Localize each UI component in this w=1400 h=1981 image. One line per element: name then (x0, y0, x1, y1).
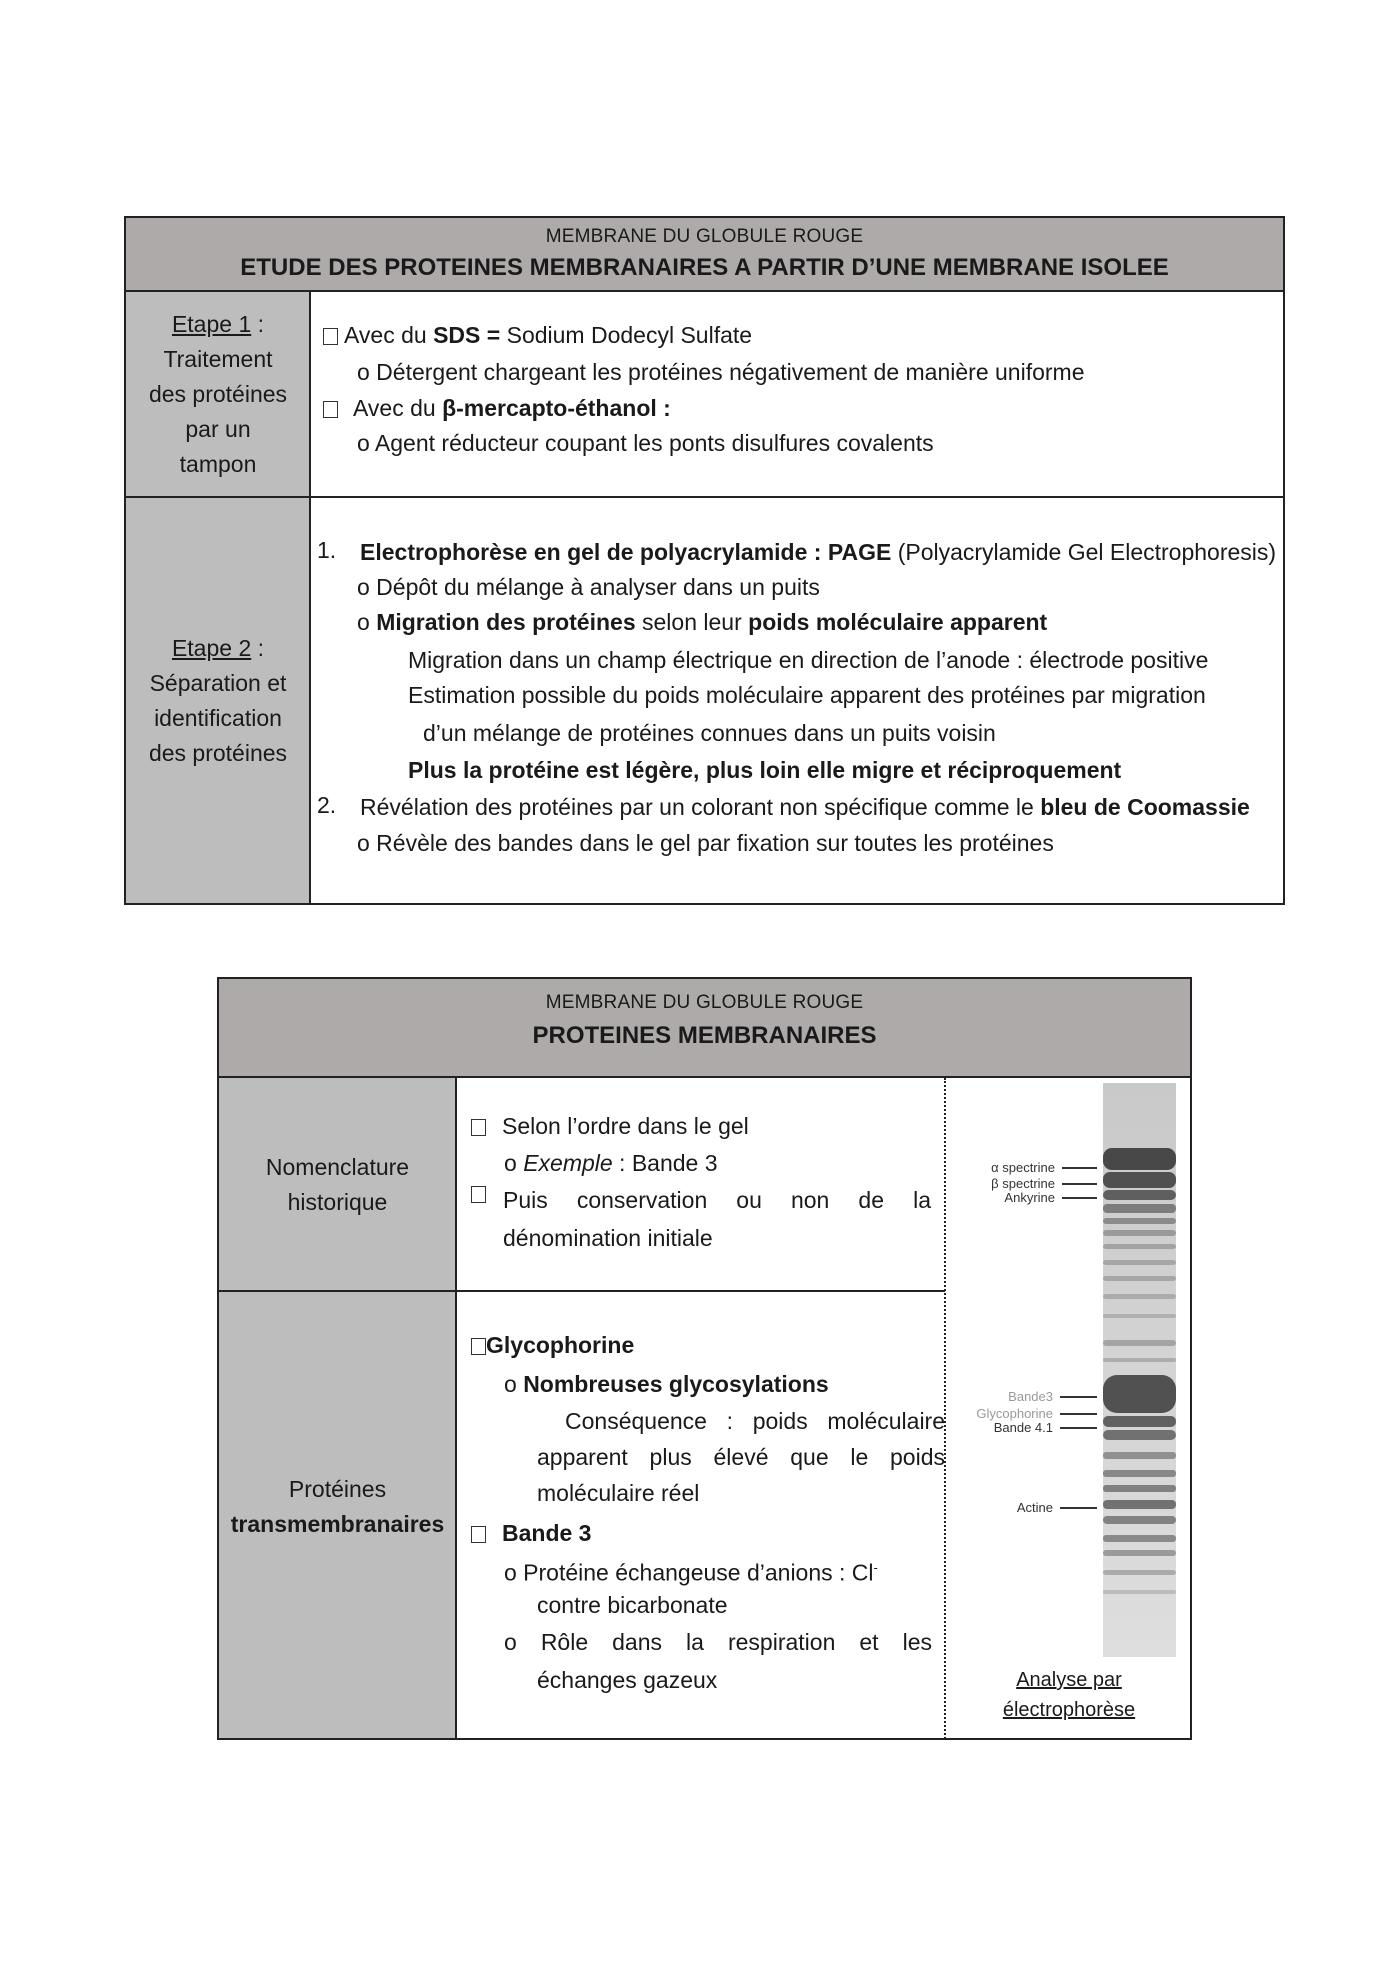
checkbox-bullet-icon (471, 1338, 486, 1355)
table2-nomenclature-cell: Nomenclature historique (219, 1078, 456, 1291)
gel-markers (1060, 1168, 1097, 1508)
electrophoresis-gel-figure (950, 1080, 1188, 1660)
revelation-sub: o Révèle des bandes dans le gel par fixation sur toutes les protéines (357, 830, 1054, 856)
estimation-line-2: d’un mélange de protéines connues dans un puits voisin (423, 720, 996, 746)
conservation-box (471, 1186, 492, 1206)
exchanger-line: o Protéine échangeuse d’anions : Cl- (504, 1559, 878, 1586)
gel-label-bande41: Bande 4.1 (993, 1420, 1053, 1435)
table1-header (126, 218, 1283, 292)
item-number-1: 1. (317, 537, 337, 563)
table2-col-divider (455, 1078, 457, 1739)
table2-transmembrane-cell: Protéines transmembranaires (219, 1292, 456, 1738)
gel-label-actine: Actine (1016, 1500, 1053, 1515)
gel-label-bande3: Bande3 (1008, 1389, 1053, 1404)
glycophorine-bullet: Glycophorine (471, 1330, 634, 1360)
step1-line: Traitement (163, 345, 273, 372)
checkbox-bullet-icon (323, 328, 338, 345)
gel-label-alpha-spectrine: α spectrine (991, 1160, 1055, 1175)
table1-step2-cell: Etape 2 : Séparation et identification des protéines (126, 498, 310, 903)
role-line: o Rôle dans la respiration et les (504, 1629, 932, 1655)
table2-row-divider (219, 1290, 945, 1292)
table1-col-divider (309, 292, 311, 904)
step2-label: Etape 2 (171, 634, 252, 661)
order-bullet: Selon l’ordre dans le gel (471, 1111, 749, 1141)
plus-legere-line: Plus la protéine est légère, plus loin elle migre et réciproquement (408, 757, 1122, 783)
consequence-line-2: apparent plus élevé que le poids (537, 1444, 945, 1470)
depot-line: o Dépôt du mélange à analyser dans un puits (357, 574, 820, 600)
page-title-line: Electrophorèse en gel de polyacrylamide : PAGE (Polyacrylamide Gel Electrophoresis) (360, 539, 1277, 565)
step1-line: des protéines (148, 380, 288, 407)
role-cont: échanges gazeux (537, 1667, 718, 1693)
step2-line: Séparation et (149, 669, 287, 696)
checkbox-bullet-icon (471, 1119, 486, 1136)
consequence-line-1: Conséquence : poids moléculaire (565, 1408, 945, 1434)
table1-header-small: MEMBRANE DU GLOBULE ROUGE (545, 226, 864, 247)
bme-sub: o Agent réducteur coupant les ponts disulfures covalents (357, 430, 934, 456)
revelation-line: Révélation des protéines par un colorant non spécifique comme le bleu de Coomassie (360, 794, 1250, 820)
glycosylation-line: o Nombreuses glycosylations (504, 1371, 829, 1397)
item-number-2: 2. (317, 792, 337, 818)
step2-line: identification (154, 704, 282, 731)
checkbox-bullet-icon (471, 1186, 486, 1203)
gel-label-glycophorine: Glycophorine (976, 1406, 1053, 1421)
example-line: o Exemple : Bande 3 (504, 1150, 718, 1176)
checkbox-bullet-icon (323, 401, 338, 418)
table1-row-divider (126, 496, 1283, 498)
estimation-line-1: Estimation possible du poids moléculaire apparent des protéines par migration (408, 682, 1206, 708)
table2-header (219, 979, 1190, 1078)
sds-sub: o Détergent chargeant les protéines négativement de manière uniforme (357, 359, 1085, 385)
champ-line: Migration dans un champ électrique en direction de l’anode : électrode positive (408, 647, 1209, 673)
migration-line: o Migration des protéines selon leur poids moléculaire apparent (357, 609, 1048, 635)
step2-line: des protéines (148, 739, 288, 766)
table2-header-small: MEMBRANE DU GLOBULE ROUGE (545, 992, 864, 1013)
sds-bullet: Avec du SDS = Sodium Dodecyl Sulfate (323, 320, 752, 350)
gel-label-beta-spectrine: β spectrine (991, 1176, 1055, 1191)
exchanger-cont: contre bicarbonate (537, 1592, 728, 1618)
bme-bullet: Avec du β-mercapto-éthanol : (323, 393, 671, 423)
step1-label: Etape 1 (171, 310, 252, 337)
gel-label-ankyrine: Ankyrine (1004, 1190, 1055, 1205)
table2-header-title: PROTEINES MEMBRANAIRES (532, 1022, 877, 1049)
step1-line: tampon (179, 450, 257, 477)
gel-caption-line-1: Analyse par (1016, 1669, 1122, 1691)
step1-line: par un (185, 415, 251, 442)
checkbox-bullet-icon (471, 1526, 486, 1543)
consequence-line-3: moléculaire réel (537, 1480, 700, 1506)
table1-header-title: ETUDE DES PROTEINES MEMBRANAIRES A PARTIR D’UNE MEMBRANE ISOLEE (240, 254, 1169, 281)
conservation-line: Puis conservation ou non de la (503, 1187, 931, 1213)
conservation-cont: dénomination initiale (503, 1225, 713, 1251)
table1-step1-cell: Etape 1 : Traitement des protéines par un tampon (126, 292, 310, 496)
gel-caption-line-2: électrophorèse (1002, 1699, 1136, 1721)
bande3-bullet: Bande 3 (471, 1518, 591, 1548)
